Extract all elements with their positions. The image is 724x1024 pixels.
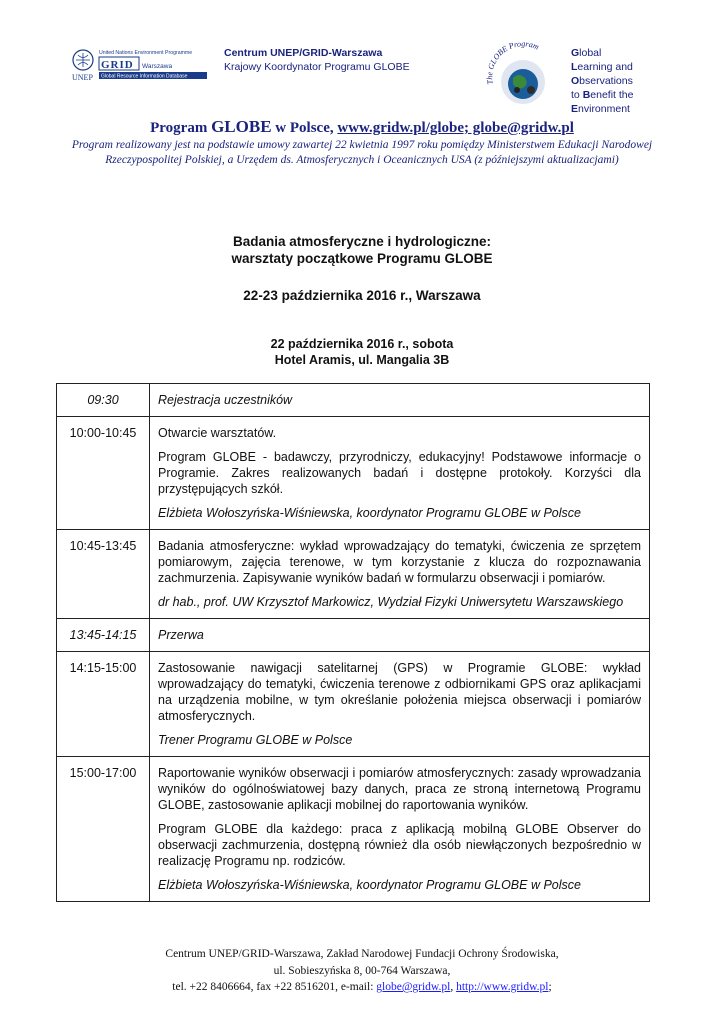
- acronym-line-benefit: to Benefit the: [571, 89, 634, 101]
- day-line: 22 października 2016 r., sobota: [270, 337, 454, 351]
- warszawa-text: Warszawa: [142, 63, 173, 70]
- event-dates: 22-23 października 2016 r., Warszawa: [243, 288, 481, 303]
- letterhead: [0, 0, 724, 120]
- venue-line: Hotel Aramis, ul. Mangalia 3B: [274, 353, 450, 367]
- agenda-description: Zastosowanie nawigacji satelitarnej (GPS) w Programie GLOBE: wykład wprowadzający do tematyki, ćwiczenia terenowe z odbiornikami GPS oraz aplikacjami na urządzenia mobilne, w tym określanie położenia miejsca obserwacji i pomiarów atmosferycznych.: [158, 661, 641, 723]
- program-title: Program GLOBE w Polsce, www.gridw.pl/globe; globe@gridw.pl: [150, 117, 574, 136]
- acronym-line-observations: Observations: [571, 75, 633, 87]
- agenda-speaker: Elżbieta Wołoszyńska-Wiśniewska, koordynator Programu GLOBE w Polsce: [158, 506, 581, 520]
- agenda-description: Badania atmosferyczne: wykład wprowadzający do tematyki, ćwiczenia ze sprzętem pomiarowym, zajęcia terenowe, w tym korzystanie z klucza do rozpoznawania zachmurzenia. Zapisywanie wyników badań w formularzu obserwacji i pomiarów.: [158, 539, 641, 585]
- agenda-speaker: Rejestracja uczestników: [158, 393, 293, 407]
- agenda-speaker: Elżbieta Wołoszyńska-Wiśniewska, koordynator Programu GLOBE w Polsce: [158, 878, 581, 892]
- footer-line3: tel. +22 8406664, fax +22 8516201, e-mail: globe@gridw.pl, http://www.gridw.pl;: [172, 981, 552, 993]
- agenda-table: [56, 383, 650, 902]
- agenda-content: [150, 530, 650, 619]
- agenda-time: 15:00-17:00: [57, 757, 150, 902]
- program-links[interactable]: www.gridw.pl/globe; globe@gridw.pl: [337, 120, 574, 136]
- agenda-time: 13:45-14:15: [57, 619, 150, 652]
- centre-info: [224, 46, 410, 74]
- unep-text: UNEP: [72, 73, 93, 82]
- grid-text: GRID: [101, 59, 134, 71]
- agenda-speaker: Przerwa: [158, 628, 204, 642]
- footer-line2: ul. Sobieszyńska 8, 00-764 Warszawa,: [273, 964, 451, 977]
- agenda-row: [57, 384, 650, 417]
- centre-title: Centrum UNEP/GRID-Warszawa: [224, 47, 383, 59]
- centre-subtitle: Krajowy Koordynator Programu GLOBE: [224, 61, 410, 73]
- agenda-time: 14:15-15:00: [57, 652, 150, 757]
- unep-grid-logo: [70, 47, 220, 83]
- unep-top-text: United Nations Environment Programme: [99, 50, 193, 56]
- agenda-description: Program GLOBE - badawczy, przyrodniczy, edukacyjny! Podstawowe informacje o Programie. Zakres realizowanych badań i dostępne protokoły. Korzyści dla przystępujących szkół.: [158, 450, 641, 496]
- agenda-content: [150, 757, 650, 902]
- globe-logo-text: The GLOBE Program: [485, 40, 541, 86]
- agenda-row: [57, 530, 650, 619]
- footer-email-link[interactable]: globe@gridw.pl: [376, 981, 451, 993]
- footer-website-link[interactable]: http://www.gridw.pl: [456, 981, 549, 993]
- agenda-content: [150, 652, 650, 757]
- agenda-time: 10:45-13:45: [57, 530, 150, 619]
- agenda-time: 10:00-10:45: [57, 417, 150, 530]
- agenda-description: Program GLOBE dla każdego: praca z aplikacją mobilną GLOBE Observer do obserwacji zachmurzenia, dostępną również dla osób niewłączonych bezpośrednio w realizację Programu np. rodziców.: [158, 822, 641, 868]
- agenda-description: Otwarcie warsztatów.: [158, 426, 277, 440]
- globe-program-logo: [483, 40, 563, 112]
- event-title: Badania atmosferyczne i hydrologiczne: warsztaty początkowe Programu GLOBE: [231, 234, 493, 266]
- day-venue: [0, 336, 724, 368]
- agenda-speaker: Trener Programu GLOBE w Polsce: [158, 733, 353, 747]
- agenda-row: [57, 652, 650, 757]
- agenda-description: Raportowanie wyników obserwacji i pomiarów atmosferycznych: zasady wprowadzania wyników do ogólnoświatowej bazy danych, praca ze stroną internetową Programu GLOBE, zastosowanie aplikacji mobilnej do raportowania wyników.: [158, 766, 641, 812]
- agenda-row: [57, 619, 650, 652]
- acronym-line-environment: Environment: [571, 103, 630, 115]
- agenda-row: [57, 757, 650, 902]
- agenda-content: [150, 417, 650, 530]
- agenda-time: 09:30: [57, 384, 150, 417]
- acronym-line-global: Global: [571, 47, 602, 59]
- agenda-content: [150, 384, 650, 417]
- program-description: Program realizowany jest na podstawie umowy zawartej 22 kwietnia 1997 roku pomiędzy Ministerstwem Edukacji Narodowej Rzeczypospolitej Polskiej, a Urzędem ds. Atmosferycznych i Oceanicznych USA (z późniejszymi aktualizacjami): [71, 139, 653, 166]
- agenda-content: [150, 619, 650, 652]
- agenda-speaker: dr hab., prof. UW Krzysztof Markowicz, Wydział Fizyki Uniwersytetu Warszawskiego: [158, 595, 624, 609]
- globe-acronym: [571, 46, 633, 116]
- footer: [0, 946, 724, 996]
- footer-line1: Centrum UNEP/GRID-Warszawa, Zakład Narodowej Fundacji Ochrony Środowiska,: [165, 948, 559, 960]
- agenda-row: [57, 417, 650, 530]
- unep-bottom-text: Global Resource Information Database: [101, 73, 188, 80]
- acronym-line-learning: Learning and: [571, 61, 633, 73]
